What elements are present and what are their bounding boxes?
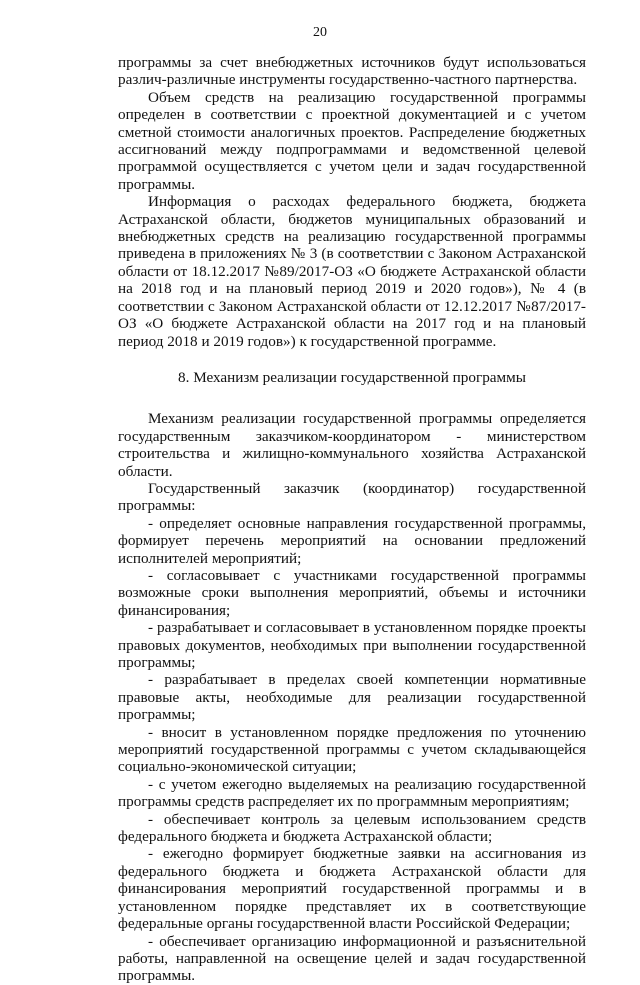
section-heading: 8. Механизм реализации государственной программы [178,368,526,386]
list-item: - разрабатывает в пределах своей компетенции нормативные правовые акты, необходимые для реализации государственной программы; [118,671,586,724]
list-item: - вносит в установленном порядке предложения по уточнению мероприятий государственной программы с учетом складывающейся социально-экономической ситуации; [118,723,586,776]
page-number: 20 [313,25,327,40]
document-body [118,54,586,985]
list-item: - обеспечивает организацию информационной и разъяснительной работы, направленной на освещение целей и задач государственной программы. [118,932,586,985]
list-item: - с учетом ежегодно выделяемых на реализацию государственной программы средств распределяет их по программным мероприятиям; [118,775,586,811]
paragraph: Объем средств на реализацию государственной программы определен в соответствии с проектной документацией и с учетом сметной стоимости аналогичных проектов. Распределение бюджетных ассигнований между подпрограммами и ведомственной целевой программой осуществляется с учетом цели и задач государственной программы. [118,88,586,193]
list-item: - определяет основные направления государственной программы, формирует перечень мероприятий на основании предложений исполнителей мероприятий; [118,514,586,567]
paragraph: программы за счет внебюджетных источников будут использоваться различ-различные инструменты государственно-частного партнерства. [118,54,586,89]
list-item: - ежегодно формирует бюджетные заявки на ассигнования из федерального бюджета и бюджета Астраханской области для финансирования мероприятий государственной программы и в установленном порядке представляет их в соответствующие федеральные органы государственной власти Российской Федерации; [118,845,586,933]
paragraph: Государственный заказчик (координатор) государственной программы: [118,479,586,515]
list-item: - обеспечивает контроль за целевым использованием средств федерального бюджета и бюджета Астраханской области; [118,810,586,846]
list-item: - разрабатывает и согласовывает в установленном порядке проекты правовых документов, необходимых при выполнении государственной программы; [118,619,586,671]
paragraph: Информация о расходах федерального бюджета, бюджета Астраханской области, бюджетов муниципальных образований и внебюджетных средств на реализацию государственной программы приведена в приложениях № 3 (в соответствии с Законом Астраханской области от 18.12.2017 №89/2017-ОЗ «О бюджете Астраханской области на 2018 год и на плановый период 2019 и 2020 годов»), № 4 (в соответствии с Законом Астраханской области от 12.12.2017 №87/2017-ОЗ «О бюджете Астраханской области на 2017 год и на плановый период 2018 и 2019 годов») к государственной программе. [118,193,586,350]
list-item: - согласовывает с участниками государственной программы возможные сроки выполнения мероприятий, объемы и источники финансирования; [118,566,586,619]
paragraph: Механизм реализации государственной программы определяется государственным заказчиком-координатором - министерством строительства и жилищно-коммунального хозяйства Астраханской области. [118,410,586,480]
